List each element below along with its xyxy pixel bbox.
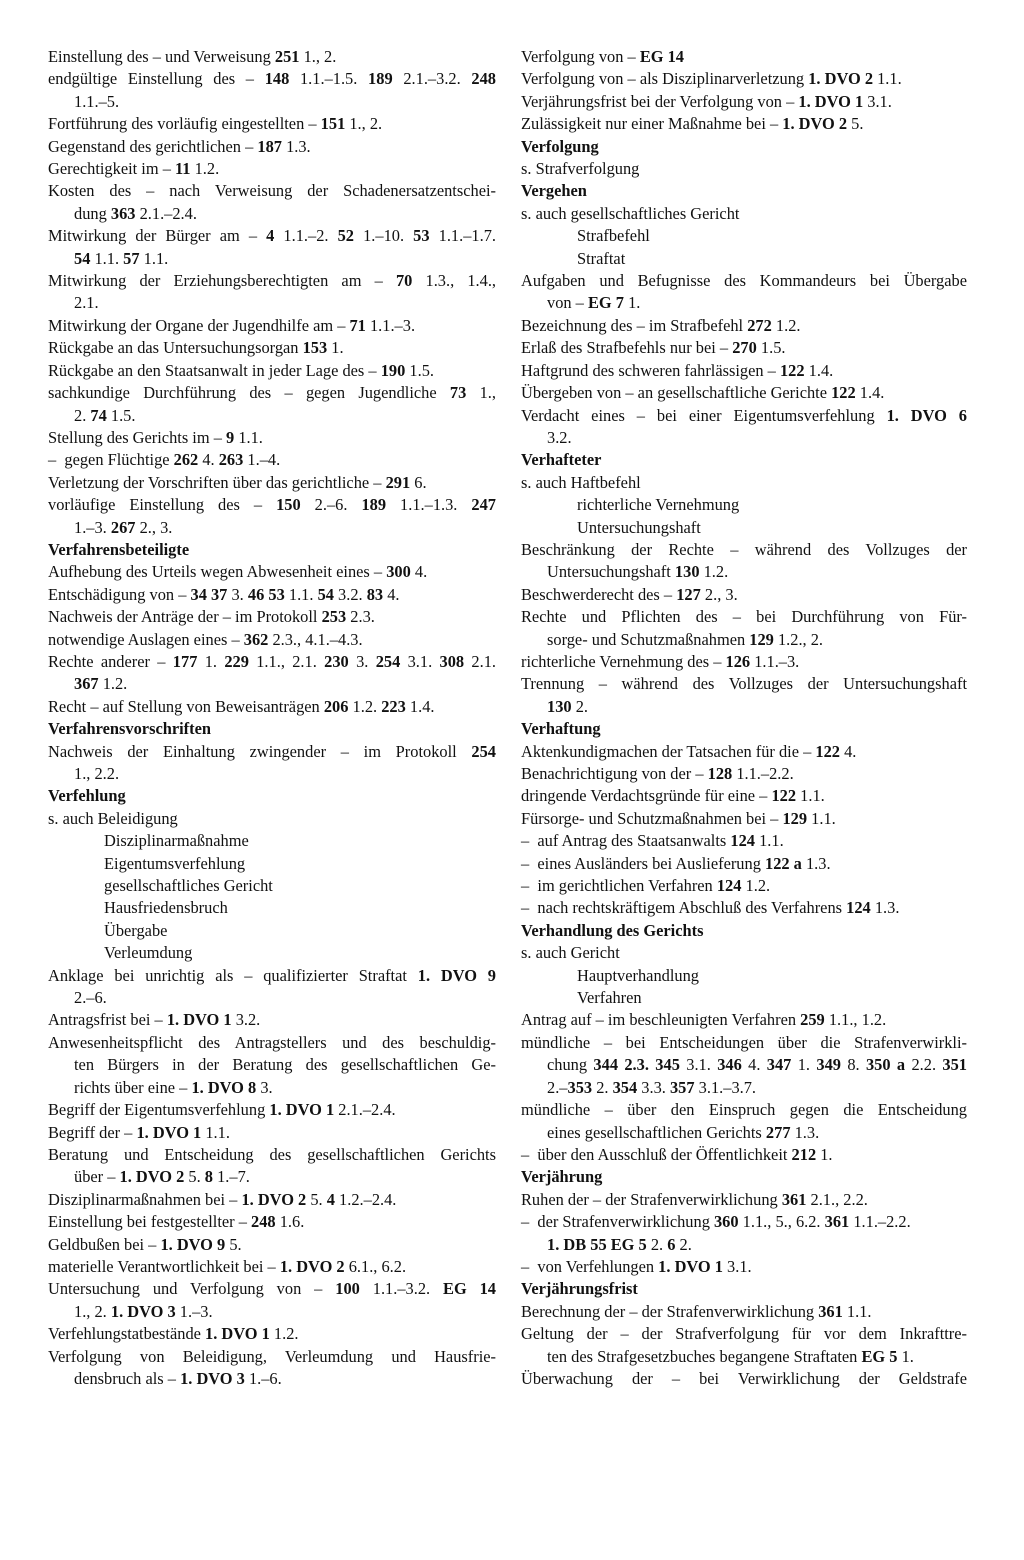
index-entry-line: Beratung und Entscheidung des gesellschaftlichen Gerichts [48, 1144, 496, 1164]
index-entry-line: Berechnung der – der Strafenverwirklichung 361 1.1. [521, 1301, 872, 1321]
index-see-also-item: Disziplinarmaßnahme [104, 831, 249, 851]
index-see-also-item: Straftat [577, 248, 626, 268]
index-see-also-item: gesellschaftliches Gericht [104, 876, 273, 896]
index-entry-line: – über den Ausschluß der Öffentlichkeit 212 1. [521, 1144, 833, 1164]
index-entry-line: vorläufige Einstellung des – 150 2.–6. 189 1.1.–1.3. 247 [48, 495, 496, 515]
index-see-also-item: richterliche Vernehmung [577, 495, 740, 515]
index-heading: Verfolgung [521, 136, 599, 156]
index-entry-line: Aufhebung des Urteils wegen Abwesenheit eines – 300 4. [48, 562, 428, 582]
index-entry-line: notwendige Auslagen eines – 362 2.3., 4.1.–4.3. [48, 629, 363, 649]
index-entry-line: Disziplinarmaßnahmen bei – 1. DVO 2 5. 4 1.2.–2.4. [48, 1189, 397, 1209]
index-entry-continuation: 1.–3. 267 2., 3. [74, 517, 173, 537]
index-entry-line: – auf Antrag des Staatsanwalts 124 1.1. [521, 831, 784, 851]
left-index-column [48, 46, 496, 1390]
index-heading: Verfehlung [48, 786, 126, 806]
index-entry-line: Trennung – während des Vollzuges der Untersuchungshaft [521, 674, 967, 694]
index-entry-line: Mitwirkung der Bürger am – 4 1.1.–2. 52 1.–10. 53 1.1.–1.7. [48, 226, 497, 246]
index-entry-line: Gegenstand des gerichtlichen – 187 1.3. [48, 136, 311, 156]
index-entry-continuation: 130 2. [547, 696, 588, 716]
index-entry-continuation: von – EG 7 1. [547, 293, 641, 313]
index-entry-line: sachkundige Durchführung des – gegen Jugendliche 73 1., [48, 383, 496, 403]
index-see-also-item: Hauptverhandlung [577, 965, 699, 985]
index-entry-line: Mitwirkung der Erziehungsberechtigten am – 70 1.3., 1.4., [48, 271, 497, 291]
index-entry-line: richterliche Vernehmung des – 126 1.1.–3. [521, 651, 800, 671]
index-entry-line: s. Strafverfolgung [521, 159, 640, 179]
index-entry-line: materielle Verantwortlichkeit bei – 1. DVO 2 6.1., 6.2. [48, 1256, 407, 1276]
index-entry-line: Untersuchung und Verfolgung von – 100 1.1.–3.2. EG 14 [48, 1279, 497, 1299]
index-entry-line: – von Verfehlungen 1. DVO 1 3.1. [521, 1256, 752, 1276]
index-entry-continuation: 2.–353 2. 354 3.3. 357 3.1.–3.7. [547, 1077, 757, 1097]
right-index-column [521, 46, 967, 1390]
index-heading: Verhaftung [521, 719, 601, 739]
index-entry-continuation: ten Bürgers in der Beratung des gesellschaftlichen Ge- [74, 1055, 496, 1075]
index-entry-continuation: chung 344 2.3. 345 3.1. 346 4. 347 1. 349 8. 350 a 2.2. 351 [547, 1055, 967, 1075]
index-entry-line: – eines Ausländers bei Auslieferung 122 a 1.3. [521, 853, 831, 873]
index-entry-line: Verjährungsfrist bei der Verfolgung von – 1. DVO 1 3.1. [521, 91, 892, 111]
index-entry-line: Fortführung des vorläufig eingestellten – 151 1., 2. [48, 114, 383, 134]
index-entry-continuation: densbruch als – 1. DVO 3 1.–6. [74, 1368, 282, 1388]
index-entry-line: Ruhen der – der Strafenverwirklichung 361 2.1., 2.2. [521, 1189, 868, 1209]
index-heading: Verjährung [521, 1167, 603, 1187]
index-entry-line: Kosten des – nach Verweisung der Schadenersatzentschei- [48, 181, 496, 201]
index-heading: Verhandlung des Gerichts [521, 920, 704, 940]
index-entry-continuation: 1. DB 55 EG 5 2. 6 2. [547, 1234, 692, 1254]
index-entry-line: – der Strafenverwirklichung 360 1.1., 5., 6.2. 361 1.1.–2.2. [521, 1212, 911, 1232]
index-entry-line: Anwesenheitspflicht des Antragstellers und des beschuldig- [48, 1032, 496, 1052]
index-heading: Verjährungsfrist [521, 1279, 638, 1299]
index-entry-line: s. auch Beleidigung [48, 808, 178, 828]
index-entry-line: Antrag auf – im beschleunigten Verfahren 259 1.1., 1.2. [521, 1010, 887, 1030]
index-entry-line: Einstellung des – und Verweisung 251 1., 2. [48, 47, 337, 66]
index-entry-continuation: 2.–6. [74, 988, 107, 1008]
index-entry-continuation: 1.1.–5. [74, 91, 120, 111]
index-entry-continuation: 2.1. [74, 293, 99, 313]
index-entry-line: Verfolgung von – EG 14 [521, 47, 684, 66]
index-heading: Verfahrensbeteiligte [48, 539, 190, 559]
index-entry-line: Begriff der – 1. DVO 1 1.1. [48, 1122, 230, 1142]
index-entry-line: Mitwirkung der Organe der Jugendhilfe am – 71 1.1.–3. [48, 315, 416, 335]
index-entry-continuation: 54 1.1. 57 1.1. [74, 248, 169, 268]
index-entry-continuation: ten des Strafgesetzbuches begangene Straftaten EG 5 1. [547, 1346, 914, 1366]
index-entry-line: Nachweis der Einhaltung zwingender – im Protokoll 254 [48, 741, 496, 761]
index-entry-line: Übergeben von – an gesellschaftliche Gerichte 122 1.4. [521, 383, 885, 403]
index-entry-line: Geldbußen bei – 1. DVO 9 5. [48, 1234, 242, 1254]
index-entry-line: Entschädigung von – 34 37 3. 46 53 1.1. 54 3.2. 83 4. [48, 584, 400, 604]
index-entry-continuation: über – 1. DVO 2 5. 8 1.–7. [74, 1167, 250, 1187]
index-entry-line: s. auch Gericht [521, 943, 620, 963]
index-entry-line: – gegen Flüchtige 262 4. 263 1.–4. [48, 450, 281, 470]
index-entry-line: Aktenkundigmachen der Tatsachen für die – 122 4. [521, 741, 857, 761]
index-entry-line: Antragsfrist bei – 1. DVO 1 3.2. [48, 1010, 261, 1030]
index-entry-line: Rechte anderer – 177 1. 229 1.1., 2.1. 230 3. 254 3.1. 308 2.1. [48, 651, 497, 671]
index-entry-line: Rückgabe an den Staatsanwalt in jeder Lage des – 190 1.5. [48, 360, 434, 380]
index-entry-line: Rückgabe an das Untersuchungsorgan 153 1. [48, 338, 344, 358]
index-entry-line: Aufgaben und Befugnisse des Kommandeurs bei Übergabe [521, 271, 967, 291]
index-entry-line: Überwachung der – bei Verwirklichung der Geldstrafe [521, 1368, 967, 1388]
index-entry-continuation: 1., 2.2. [74, 764, 120, 783]
index-entry-line: dringende Verdachtsgründe für eine – 122 1.1. [521, 786, 825, 806]
index-see-also-item: Untersuchungshaft [577, 517, 701, 537]
index-entry-continuation: dung 363 2.1.–2.4. [74, 203, 197, 223]
index-heading: Verfahrensvorschriften [48, 719, 211, 739]
index-entry-line: Rechte und Pflichten des – bei Durchführung von Für- [521, 607, 967, 627]
index-entry-line: Beschränkung der Rechte – während des Vollzuges der [521, 539, 967, 559]
index-entry-continuation: richts über eine – 1. DVO 8 3. [74, 1077, 273, 1097]
index-entry-line: Gerechtigkeit im – 11 1.2. [48, 159, 220, 179]
index-entry-line: Verdacht eines – bei einer Eigentumsverfehlung 1. DVO 6 [521, 405, 967, 425]
index-entry-continuation: eines gesellschaftlichen Gerichts 277 1.3. [547, 1122, 820, 1142]
index-see-also-item: Strafbefehl [577, 226, 650, 246]
index-entry-line: Anklage bei unrichtig als – qualifizierter Straftat 1. DVO 9 [48, 965, 496, 985]
index-entry-continuation: sorge- und Schutzmaßnahmen 129 1.2., 2. [547, 629, 824, 649]
index-entry-line: Verfehlungstatbestände 1. DVO 1 1.2. [48, 1324, 299, 1344]
index-entry-line: Haftgrund des schweren fahrlässigen – 122 1.4. [521, 360, 834, 380]
index-entry-line: Recht – auf Stellung von Beweisanträgen 206 1.2. 223 1.4. [48, 696, 435, 716]
index-entry-continuation: 1., 2. 1. DVO 3 1.–3. [74, 1301, 213, 1321]
index-entry-line: Benachrichtigung von der – 128 1.1.–2.2. [521, 764, 794, 783]
index-entry-continuation: 367 1.2. [74, 674, 128, 694]
index-entry-line: Stellung des Gerichts im – 9 1.1. [48, 427, 263, 447]
index-entry-line: mündliche – bei Entscheidungen über die Strafenverwirkli- [521, 1032, 967, 1052]
index-entry-line: endgültige Einstellung des – 148 1.1.–1.5. 189 2.1.–3.2. 248 [48, 69, 496, 89]
index-entry-line: Nachweis der Anträge der – im Protokoll 253 2.3. [48, 607, 375, 627]
index-entry-line: s. auch gesellschaftliches Gericht [521, 203, 740, 223]
index-entry-line: – nach rechtskräftigem Abschluß des Verfahrens 124 1.3. [521, 898, 900, 918]
index-entry-line: Begriff der Eigentumsverfehlung 1. DVO 1 2.1.–2.4. [48, 1100, 396, 1120]
index-entry-line: Fürsorge- und Schutzmaßnahmen bei – 129 1.1. [521, 808, 836, 828]
index-entry-line: Bezeichnung des – im Strafbefehl 272 1.2. [521, 315, 801, 335]
index-entry-line: Geltung der – der Strafverfolgung für vor dem Inkrafttre- [521, 1324, 967, 1344]
index-entry-line: Beschwerderecht des – 127 2., 3. [521, 584, 738, 604]
index-entry-line: Verfolgung von – als Disziplinarverletzung 1. DVO 2 1.1. [521, 69, 902, 89]
index-entry-line: – im gerichtlichen Verfahren 124 1.2. [521, 876, 771, 896]
index-see-also-item: Übergabe [104, 920, 168, 940]
index-entry-line: Verletzung der Vorschriften über das gerichtliche – 291 6. [48, 472, 427, 492]
index-entry-line: Erlaß des Strafbefehls nur bei – 270 1.5. [521, 338, 786, 358]
index-entry-line: mündliche – über den Einspruch gegen die Entscheidung [521, 1100, 967, 1120]
index-entry-line: Einstellung bei festgestellter – 248 1.6. [48, 1212, 305, 1232]
index-see-also-item: Verfahren [577, 988, 642, 1008]
index-entry-line: Verfolgung von Beleidigung, Verleumdung und Hausfrie- [48, 1346, 496, 1366]
index-heading: Verhafteter [521, 450, 602, 470]
index-entry-continuation: 3.2. [547, 427, 572, 447]
index-entry-line: Zulässigkeit nur einer Maßnahme bei – 1. DVO 2 5. [521, 114, 864, 134]
index-entry-continuation: Untersuchungshaft 130 1.2. [547, 562, 729, 582]
index-see-also-item: Hausfriedensbruch [104, 898, 228, 918]
index-heading: Vergehen [521, 181, 587, 201]
index-entry-line: s. auch Haftbefehl [521, 472, 641, 492]
index-entry-continuation: 2. 74 1.5. [74, 405, 136, 425]
index-see-also-item: Verleumdung [104, 943, 193, 963]
index-see-also-item: Eigentumsverfehlung [104, 853, 246, 873]
